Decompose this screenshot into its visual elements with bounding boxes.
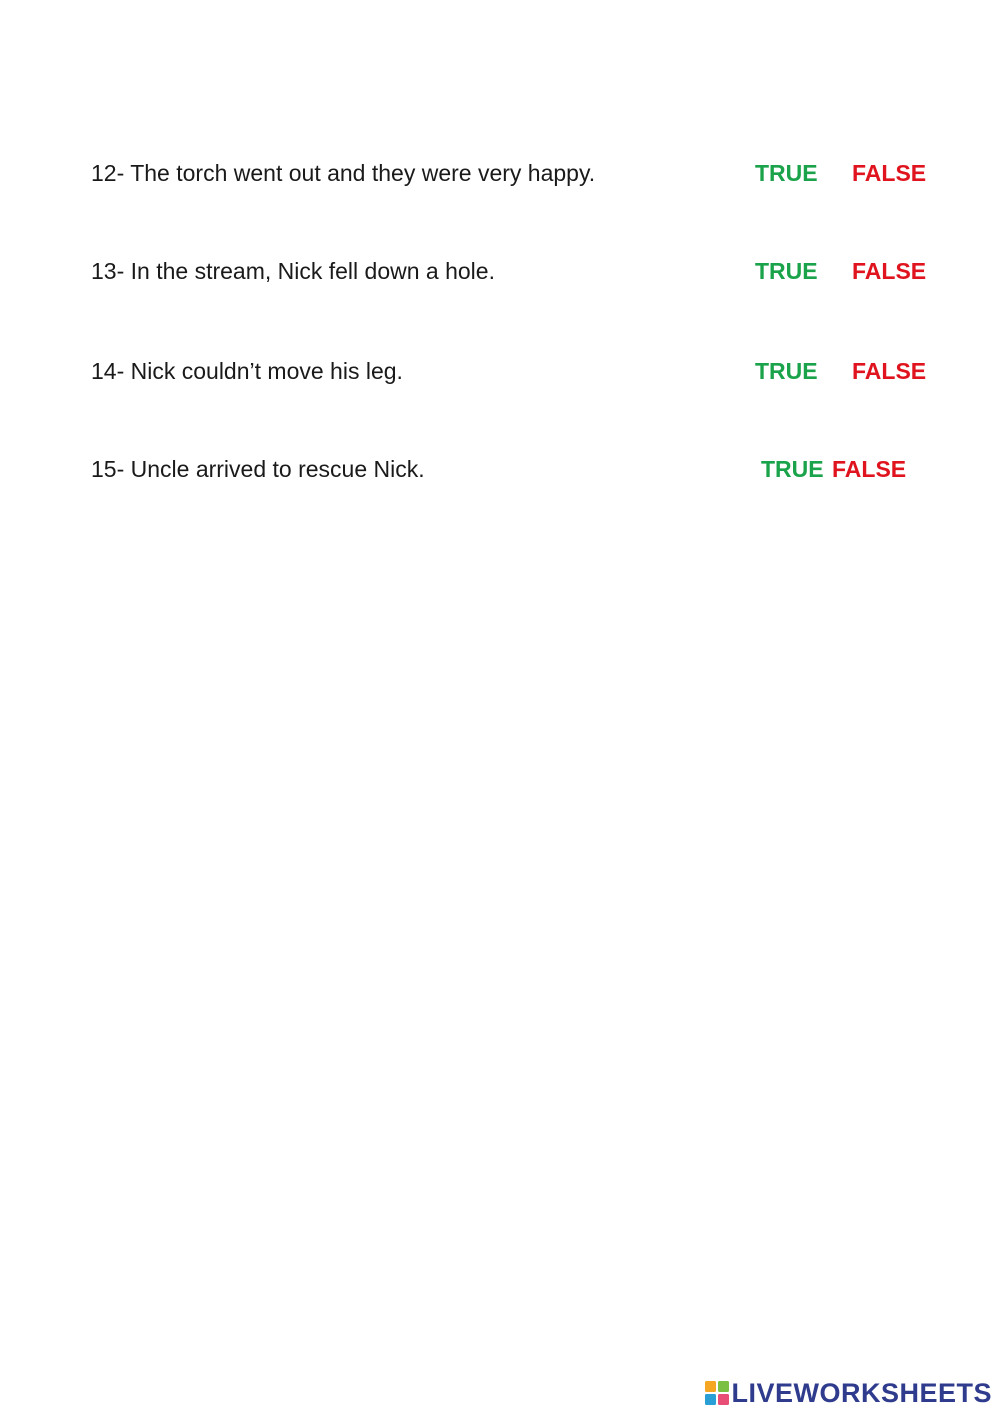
false-option[interactable]: FALSE	[832, 456, 907, 482]
question-text: 12- The torch went out and they were very happy.	[91, 160, 596, 186]
question-text: 13- In the stream, Nick fell down a hole.	[91, 258, 495, 284]
true-option[interactable]: TRUE	[755, 258, 818, 284]
brand-name: LIVEWORKSHEETS	[731, 1378, 992, 1408]
question-15	[91, 449, 991, 489]
question-13	[91, 251, 991, 291]
question-12	[91, 153, 991, 193]
false-option[interactable]: FALSE	[852, 358, 927, 384]
false-option[interactable]: FALSE	[852, 160, 927, 186]
question-text: 14- Nick couldn’t move his leg.	[91, 358, 403, 384]
true-option[interactable]: TRUE	[755, 160, 818, 186]
liveworksheets-branding	[705, 1379, 992, 1407]
question-14	[91, 351, 991, 391]
false-option[interactable]: FALSE	[852, 258, 927, 284]
question-text: 15- Uncle arrived to rescue Nick.	[91, 456, 425, 482]
true-option[interactable]: TRUE	[761, 456, 824, 482]
true-option[interactable]: TRUE	[755, 358, 818, 384]
liveworksheets-logo-icon	[705, 1381, 729, 1405]
